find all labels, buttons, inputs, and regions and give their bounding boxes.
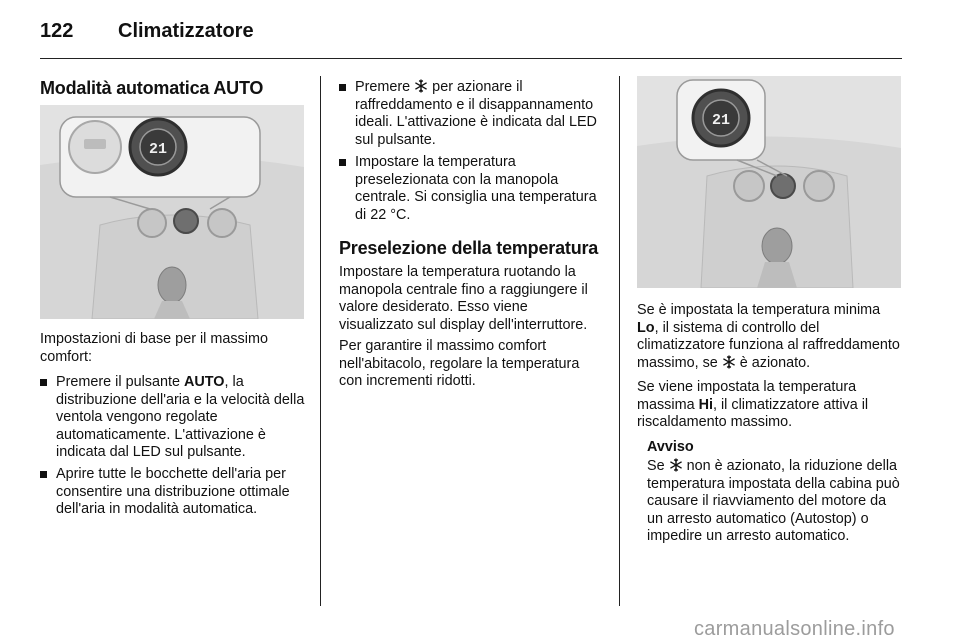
intro-text: Impostazioni di base per il massimo comfort: (40, 331, 268, 365)
note-text: Se non è azionato, la riduzione della temperatura impostata della cabina può causare il riavviamento del motore da un arresto automatico (Autostop) o impedire un arresto automatico. (647, 458, 900, 545)
column-divider (320, 76, 321, 606)
comfort-text: Per garantire il massimo comfort nell'abitacolo, regolare la temperatura con incrementi ridotti. (339, 338, 580, 390)
max-temperature-text: Se viene impostata la temperatura massima Hi, il climatizzatore attiva il riscaldamento massimo. (637, 379, 869, 431)
dashboard-drawing (40, 105, 304, 319)
section-title-auto: Modalità automatica AUTO (40, 78, 264, 98)
bullet-vents: Aprire tutte le bocchette dell'aria per consentire una distribuzione ottimale dell'aria in modalità automatica. (40, 466, 308, 519)
section-title-preselection: Preselezione della temperatura (339, 238, 599, 258)
climate-control-illustration (637, 76, 901, 288)
page-number: 122 (40, 20, 74, 42)
bullet-marker (40, 471, 47, 478)
fan-icon (669, 458, 683, 472)
header-rule (40, 58, 902, 59)
bullet-ac: Premere per azionare il raffreddamento e il disappannamento ideali. L'attivazione è indicata dal LED sul pulsante. (339, 79, 607, 149)
note-title: Avviso (647, 439, 694, 455)
bullet-marker (339, 159, 346, 166)
auto-label: AUTO (183, 374, 225, 390)
lo-label: Lo (637, 319, 655, 336)
watermark: carmanualsonline.info (694, 618, 895, 640)
temperature-display: 21 (148, 141, 168, 158)
hi-label: Hi (698, 396, 713, 413)
fan-icon (414, 79, 428, 93)
preselection-text: Impostare la temperatura ruotando la manopola centrale fino a raggiungere il valore desiderato. Esso viene visualizzato sul display dell'interruttore. (339, 264, 588, 333)
bullet-auto: Premere il pulsante AUTO, la distribuzione dell'aria e la velocità della ventola vengono regolate automaticamente. L'attivazione è indicata dal LED sul pulsante. (40, 374, 308, 462)
climate-control-illustration (40, 105, 304, 319)
bullet-temperature: Impostare la temperatura preselezionata con la manopola centrale. Si consiglia una temperatura di 22 °C. (339, 154, 607, 224)
bullet-marker (339, 84, 346, 91)
page-title: Climatizzatore (118, 20, 254, 42)
dashboard-drawing (637, 76, 901, 288)
min-temperature-text: Se è impostata la temperatura minima Lo, il sistema di controllo del climatizzatore funziona al raffreddamento massimo, se è azionato. (637, 302, 900, 371)
temperature-display: 21 (711, 112, 731, 129)
column-divider (619, 76, 620, 606)
fan-icon (722, 355, 736, 369)
bullet-marker (40, 379, 47, 386)
